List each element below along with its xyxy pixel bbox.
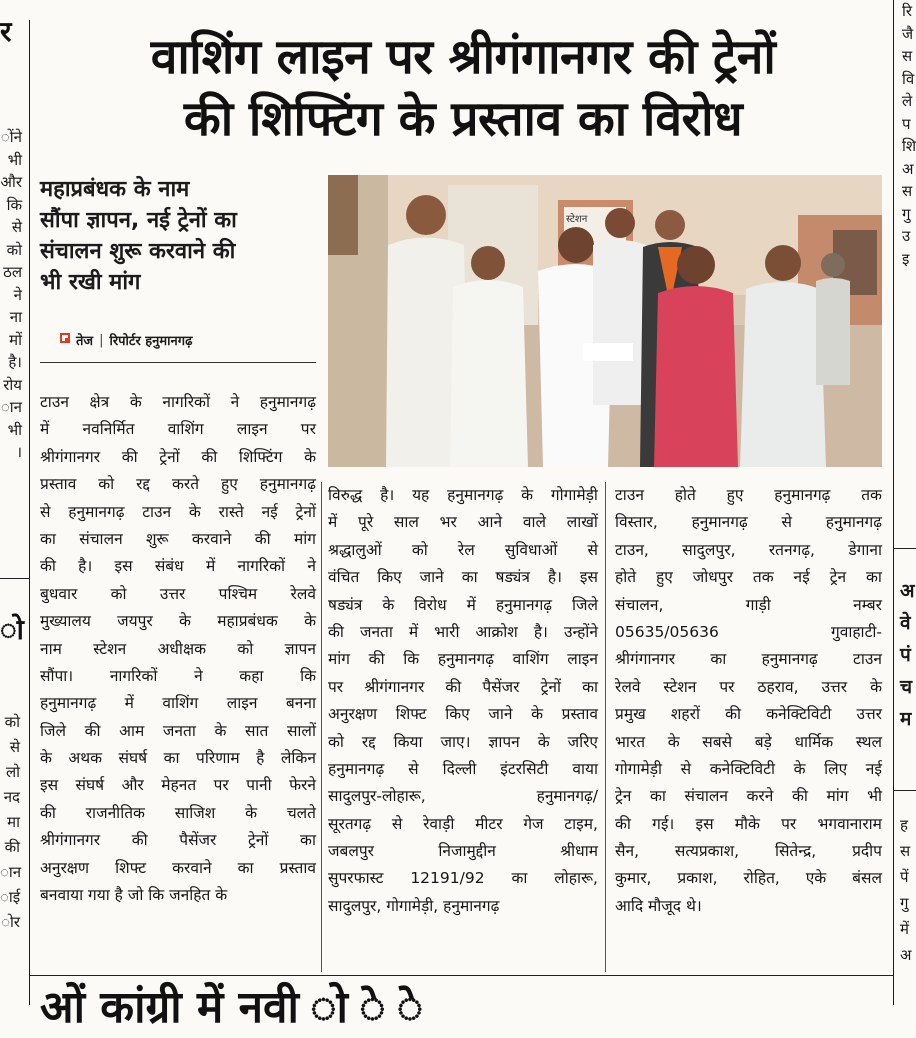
article-line: में नवनिर्मित वाशिंग लाइन पर — [40, 420, 316, 439]
article-line: प्रमुख शहरों की कनेक्टिविटी उत्तर — [615, 705, 882, 724]
fragment-line: वि — [902, 69, 915, 88]
article-line: पर श्रीगंगानगर की पैसेंजर ट्रेनों का — [328, 677, 598, 696]
article-line: जबलपुर निजामुद्दीन श्रीधाम — [328, 842, 598, 861]
article-line: सादुलपुर, गोगामेड़ी, हनुमानगढ़ — [328, 896, 500, 915]
subhead-line: सौंपा ज्ञापन, नई ट्रेनों का — [40, 208, 237, 233]
article-line: का संचालन शुरू करवाने की मांग — [40, 529, 316, 548]
article-line: सुपरफास्ट 12191/92 का लोहारू, — [328, 869, 598, 888]
article-line: होते हुए जोधपुर तक नई ट्रेन का — [615, 568, 882, 587]
article-line: ट्रेन का संचालन करने की मांग भी — [615, 787, 882, 806]
headline-line-1: वाशिंग लाइन पर श्रीगंगानगर की ट्रेनों — [150, 29, 776, 85]
article-line: नाम स्टेशन अधीक्षक को ज्ञापन — [40, 639, 316, 658]
article-line: रेलवे स्टेशन पर ठहराव, उत्तर के — [615, 677, 882, 696]
fragment-line: नद — [3, 788, 20, 806]
fragment-line: में — [900, 920, 909, 938]
article-line: श्रीगंगानगर की पैसेंजर ट्रेनों का — [40, 831, 316, 850]
fragment-line: ना — [9, 308, 22, 326]
fragment-line: प — [902, 114, 911, 133]
article-column-3 — [615, 482, 882, 920]
article-line: श्रद्धालुओं को रेल सुविधाओं से — [328, 540, 598, 559]
fragment-line: ने — [13, 285, 22, 304]
fragment-line: वे — [900, 612, 911, 634]
fragment-line: अ — [902, 159, 914, 178]
fragment-line: च — [900, 676, 913, 698]
fragment-divider — [894, 790, 916, 791]
article-line: श्रीगंगानगर का हनुमानगढ़ टाउन — [615, 650, 882, 669]
fragment-line: से — [11, 218, 22, 236]
fragment-line: म — [900, 708, 912, 730]
article-line: सादुलपुर-लोहारू, हनुमानगढ़/ — [328, 787, 598, 806]
fragment-line: शि — [902, 137, 916, 155]
fragment-line: ान — [0, 398, 22, 416]
article-column-2 — [328, 482, 598, 920]
fragment-line: गु — [902, 204, 911, 223]
left-fragment-letter: ो — [0, 613, 24, 646]
column-divider — [893, 0, 894, 1005]
article-line: 05635/05636 गुवाहाटी- — [615, 622, 882, 641]
article-line: इस संघर्ष और मेहनत पर पानी फेरने — [40, 776, 316, 795]
article-column-1 — [40, 389, 316, 909]
fragment-divider — [894, 548, 916, 549]
fragment-line: लो — [5, 763, 20, 781]
article-line: जिले की आम जनता के सात सालों — [40, 721, 316, 740]
right-fragment-text-bottom — [896, 812, 916, 1005]
subhead-line: महाप्रबंधक के नाम — [40, 177, 190, 202]
article-line: हनुमानगढ़ में वाशिंग लाइन बनना — [40, 694, 316, 713]
article-line: भारत के सबसे बड़े धार्मिक स्थल — [615, 732, 882, 751]
next-article-strip — [30, 972, 893, 1033]
fragment-line: अ — [900, 580, 915, 602]
article-line: को रद्द किया जाए। ज्ञापन के जरिए — [328, 732, 598, 751]
article-line: अनुरक्षण शिफ्ट करवाने का प्रस्ताव — [40, 858, 316, 877]
left-fragment-letter: र — [0, 15, 12, 48]
right-fragment-text — [896, 0, 916, 370]
memorandum-paper — [583, 343, 633, 361]
fragment-line: मों — [9, 330, 22, 349]
fragment-line: से — [9, 738, 20, 756]
article-line: से हनुमानगढ़ टाउन के रास्ते नई ट्रेनों — [40, 502, 316, 521]
fragment-line: की — [4, 838, 20, 856]
article-line: टाउन होते हुए हनुमानगढ़ तक — [615, 486, 882, 504]
fragment-line: पें — [900, 868, 909, 886]
article-line: की जनता में भारी आक्रोश है। उन्होंने — [328, 622, 598, 641]
article-line: सैन, सत्यप्रकाश, सितेन्द्र, प्रदीप — [615, 842, 882, 861]
fragment-line: स — [902, 47, 913, 65]
fragment-line: रि — [902, 2, 913, 20]
article-line: की है। इस संबंध में नागरिकों ने — [40, 557, 316, 576]
article-line: में पूरे साल भर आने वाले लाखों — [328, 513, 598, 532]
byline-reporter: रिपोर्टर हनुमानगढ़ — [109, 334, 193, 349]
fragment-line: कि — [6, 195, 22, 214]
byline — [76, 331, 192, 349]
left-fragment-text-bottom — [0, 710, 24, 1005]
article-line: सूरतगढ़ से रेवाड़ी मीटर गेज टाइम, — [328, 814, 598, 833]
article-line: मुख्यालय जयपुर के महाप्रबंधक के — [40, 612, 316, 631]
fragment-line: स — [900, 842, 911, 860]
fragment-line: ान — [0, 863, 22, 881]
fragment-divider — [0, 578, 29, 579]
article-line: षड्यंत्र के विरोध में हनुमानगढ़ जिले — [328, 595, 598, 614]
fragment-line: भी — [7, 150, 22, 169]
fragment-line: रोय — [3, 375, 22, 394]
fragment-line: ाई — [0, 888, 21, 906]
column-divider — [605, 482, 606, 972]
next-article-headline: ओं कांग्री में नवी ो े े — [40, 982, 424, 1033]
fragment-line: ोर — [1, 913, 20, 931]
fragment-line: जै — [902, 24, 914, 43]
article-line: कुमार, प्रकाश, रोहित, एके बंसल — [615, 869, 882, 888]
fragment-line: ठल — [3, 263, 22, 281]
article-line: मांग की कि हनुमानगढ़ वाशिंग लाइन — [328, 650, 598, 669]
fragment-line: । — [16, 443, 22, 461]
byline-divider — [40, 362, 316, 363]
fragment-line: इ — [902, 249, 910, 268]
fragment-line: को — [4, 713, 20, 731]
article-line: टाउन, सादुलपुर, रतनगढ़, डेगाना — [615, 540, 882, 559]
article-line: बुधवार को उत्तर पश्चिम रेलवे — [40, 584, 316, 603]
fragment-line: और — [0, 173, 22, 191]
article-line: प्रस्ताव को रद्द करते हुए हनुमानगढ़ — [40, 475, 316, 494]
station-sign-text: स्टेशन — [566, 214, 588, 225]
headline-line-2: की शिफ्टिंग के प्रस्ताव का विरोध — [183, 91, 743, 147]
article-line: हनुमानगढ़ से दिल्ली इंटरसिटी वाया — [328, 759, 598, 778]
fragment-line: भी — [7, 420, 22, 439]
fragment-line: को — [6, 240, 22, 259]
article-line: श्रीगंगानगर की ट्रेनों की शिफ्टिंग के — [40, 447, 316, 466]
article-line: की गई। इस मौके पर भगवानाराम — [615, 814, 882, 833]
article-line: अनुरक्षण शिफ्ट किए जाने के प्रस्ताव — [328, 705, 598, 724]
article-line: आदि मौजूद थे। — [615, 896, 702, 915]
fragment-line: है। — [8, 353, 22, 371]
byline-icon — [60, 333, 70, 343]
article-line: संचालन, गाड़ी नम्बर — [615, 595, 882, 614]
byline-separator: | — [99, 332, 104, 348]
byline-source: तेज — [76, 334, 94, 349]
fragment-line: स — [902, 182, 913, 200]
article-line: के अथक संघर्ष का परिणाम है लेकिन — [40, 749, 316, 768]
article-line: बनवाया गया है जो कि जनहित के — [40, 886, 228, 905]
fragment-line: ले — [902, 92, 913, 110]
news-photo — [328, 175, 882, 467]
fragment-line: गु — [900, 894, 909, 912]
column-divider — [29, 20, 30, 1005]
column-divider — [321, 482, 322, 972]
right-fragment-bold-text — [896, 575, 916, 775]
fragment-line: ह — [900, 816, 908, 834]
article-line: सौंपा। नागरिकों ने कहा कि — [40, 666, 316, 685]
left-fragment-text — [0, 126, 28, 626]
article-line: वंचित किए जाने का षड्यंत्र है। इस — [328, 568, 598, 587]
fragment-line: ोंने — [0, 128, 22, 146]
fragment-line: अ — [900, 946, 912, 964]
article-headline — [40, 26, 886, 150]
article-line: गोगामेड़ी से कनेक्टिविटी के लिए नई — [615, 759, 882, 778]
fragment-line: मा — [7, 813, 20, 831]
article-line: टाउन क्षेत्र के नागरिकों ने हनुमानगढ़ — [40, 393, 316, 411]
article-line: विरुद्ध है। यह हनुमानगढ़ के गोगामेड़ी — [328, 486, 598, 504]
article-line: की राजनीतिक साजिश के चलते — [40, 803, 316, 822]
article-subheadline — [40, 174, 322, 298]
subhead-line: भी रखी मांग — [40, 270, 141, 295]
fragment-line: पं — [900, 644, 911, 666]
fragment-line: उ — [902, 227, 911, 245]
subhead-line: संचालन शुरू करवाने की — [40, 239, 236, 264]
article-line: विस्तार, हनुमानगढ़ से हनुमानगढ़ — [615, 513, 882, 532]
